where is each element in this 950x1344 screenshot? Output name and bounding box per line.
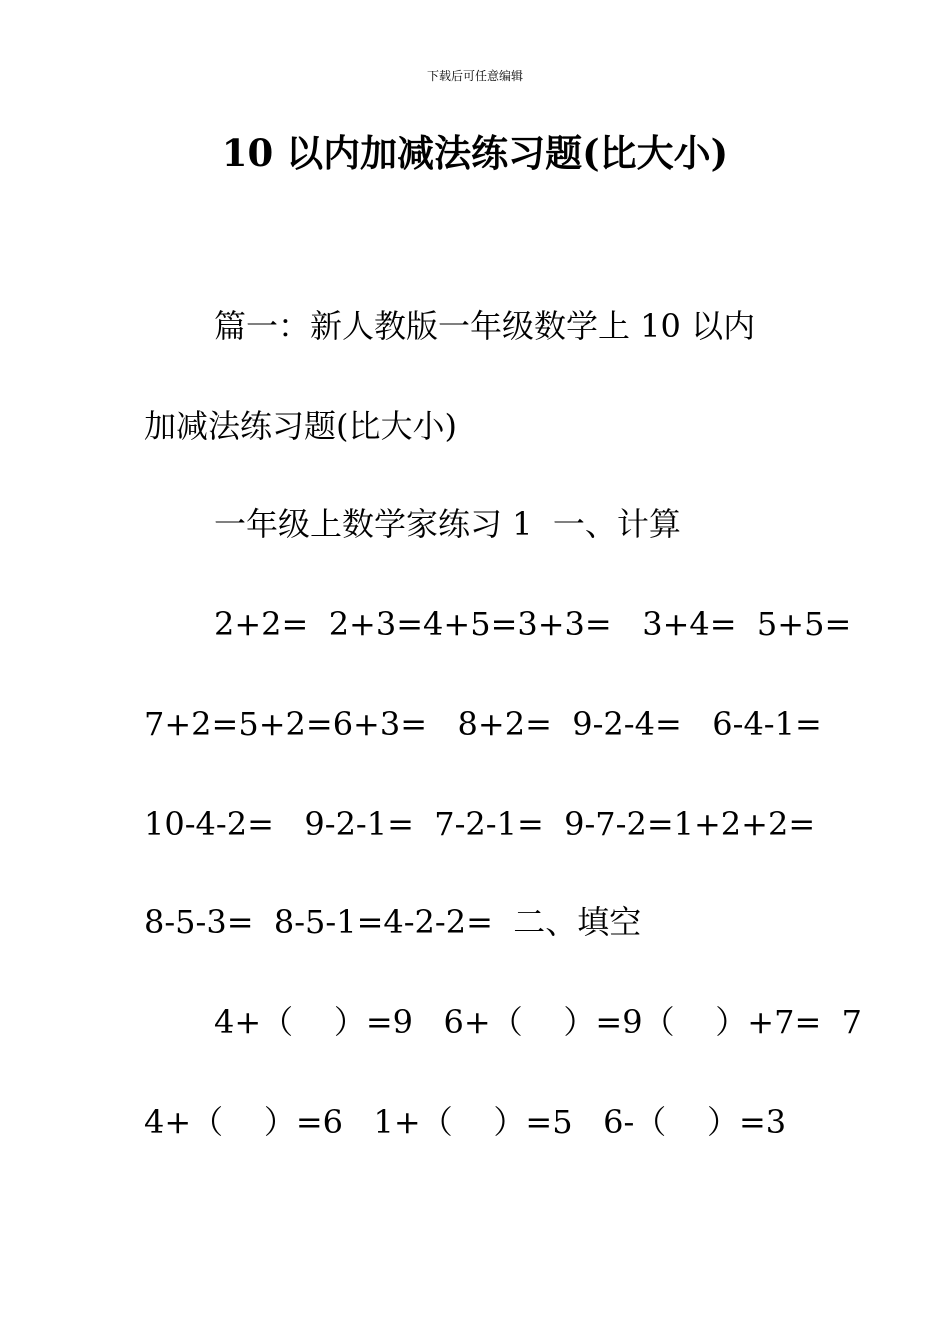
calculation-line-4: 8-5-3= 8-5-1=4-2-2= 二、填空 (144, 903, 642, 941)
fill-blank-line-2: 4+（ ）=6 1+（ ）=5 6-（ ）=3 (144, 1103, 787, 1141)
exercise-heading: 一年级上数学家练习 1 一、计算 (214, 505, 681, 543)
section-heading-line-1: 篇一：新人教版一年级数学上 10 以内 (214, 307, 756, 345)
fill-blank-line-1: 4+（ ）=9 6+（ ）=9（ ）+7= 7 (214, 1003, 862, 1041)
header-note: 下载后可任意编辑 (426, 69, 523, 83)
calculation-line-2: 7+2=5+2=6+3= 8+2= 9-2-4= 6-4-1= (144, 705, 822, 743)
document-title: 10 以内加减法练习题(比大小) (221, 131, 729, 175)
calculation-line-1: 2+2= 2+3=4+5=3+3= 3+4= 5+5= (214, 605, 852, 643)
section-heading-line-2: 加减法练习题(比大小) (144, 407, 457, 445)
calculation-line-3: 10-4-2= 9-2-1= 7-2-1= 9-7-2=1+2+2= (144, 805, 816, 843)
